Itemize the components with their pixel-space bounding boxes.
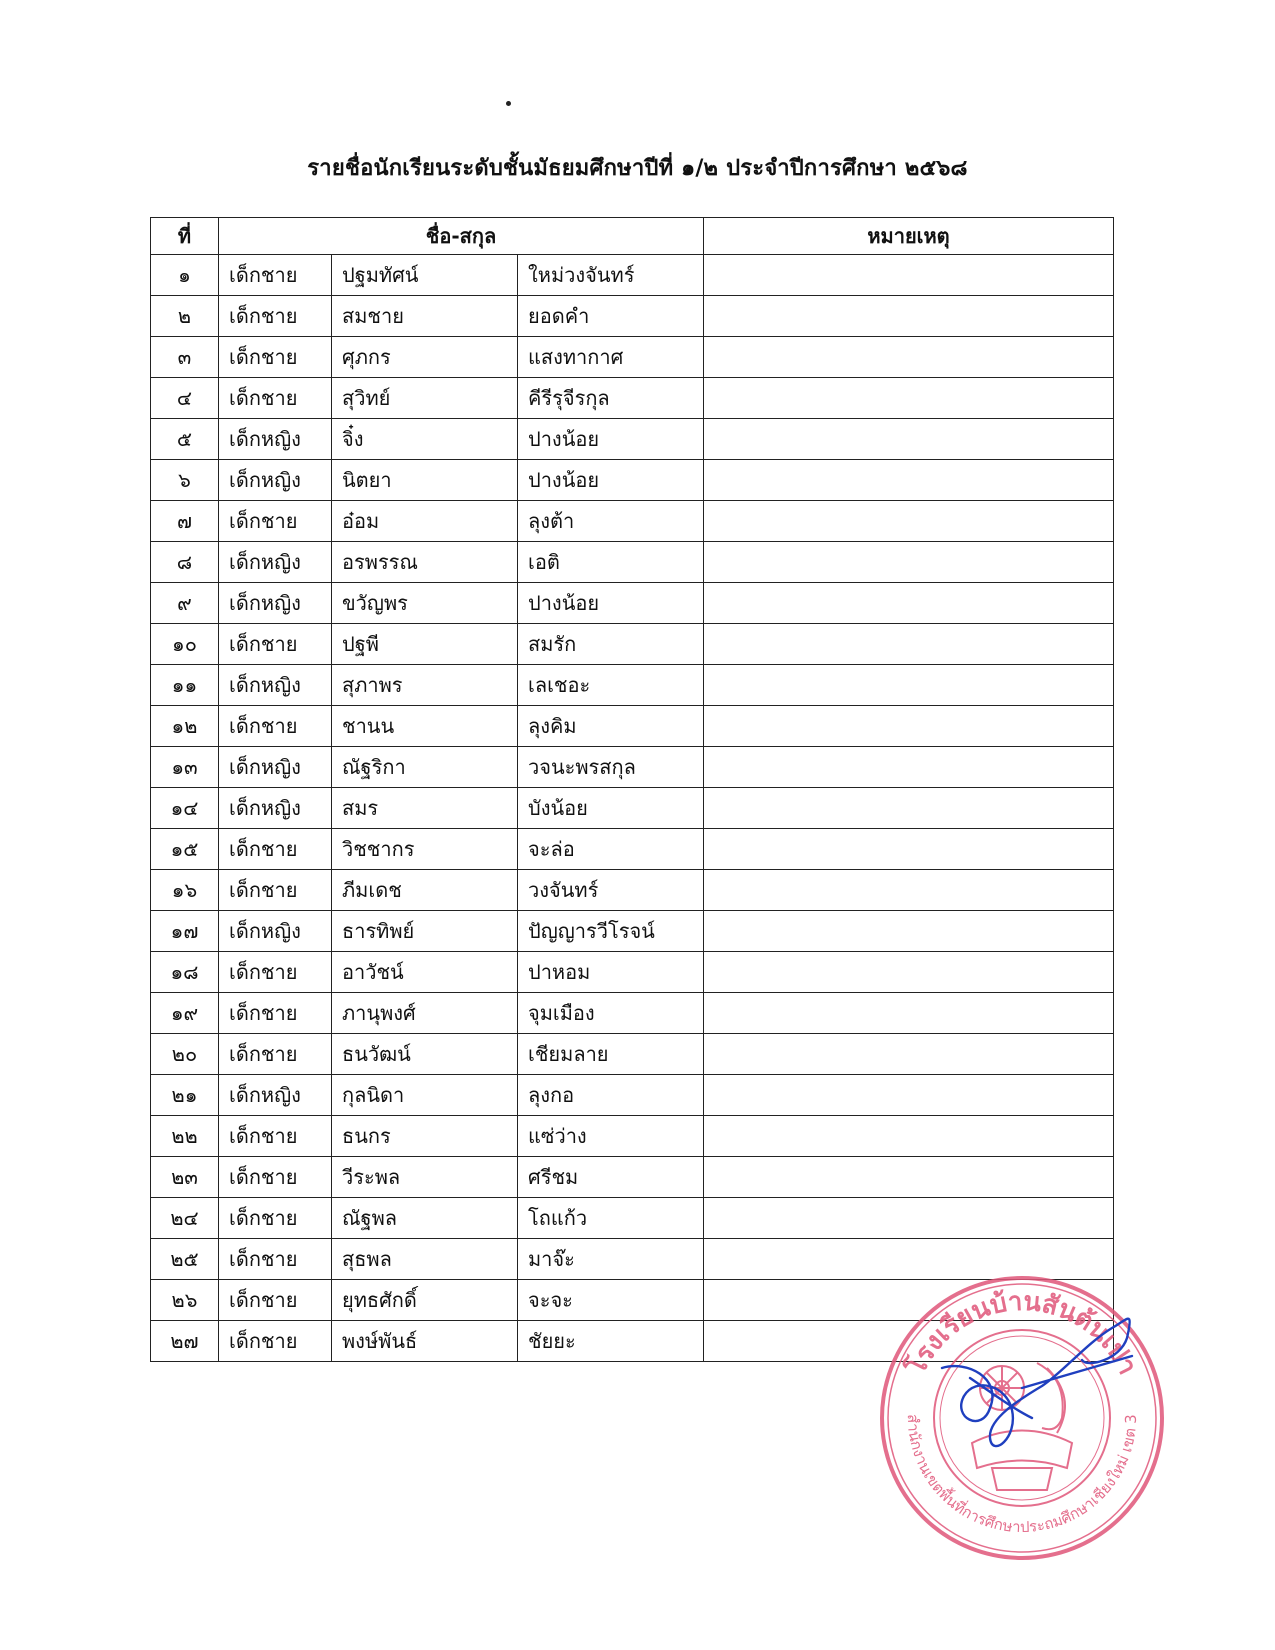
row-first-name: ชานน [332,706,518,747]
row-number: ๑ [151,255,219,296]
table-row [151,1321,1114,1362]
row-remark [704,1034,1114,1075]
row-first-name: ศุภกร [332,337,518,378]
row-number: ๒๒ [151,1116,219,1157]
row-number: ๘ [151,542,219,583]
student-table [150,217,1114,1362]
row-first-name: อ๋อม [332,501,518,542]
row-first-name: สมชาย [332,296,518,337]
row-number: ๕ [151,419,219,460]
row-remark [704,788,1114,829]
table-row [151,501,1114,542]
table-row [151,460,1114,501]
row-last-name: ลุงคิม [518,706,704,747]
row-number: ๑๔ [151,788,219,829]
row-first-name: สุธพล [332,1239,518,1280]
table-row [151,378,1114,419]
row-last-name: เชียมลาย [518,1034,704,1075]
row-prefix: เด็กชาย [219,296,332,337]
row-last-name: จะล่อ [518,829,704,870]
row-number: ๑๕ [151,829,219,870]
table-row [151,993,1114,1034]
row-last-name: สมรัก [518,624,704,665]
table-row [151,788,1114,829]
row-number: ๗ [151,501,219,542]
row-remark [704,1198,1114,1239]
row-remark [704,583,1114,624]
row-first-name: ธารทิพย์ [332,911,518,952]
row-number: ๒๐ [151,1034,219,1075]
row-last-name: แสงทากาศ [518,337,704,378]
row-last-name: ยอดคำ [518,296,704,337]
table-row [151,1116,1114,1157]
row-first-name: สุภาพร [332,665,518,706]
row-prefix: เด็กหญิง [219,665,332,706]
table-row [151,1280,1114,1321]
table-row [151,624,1114,665]
row-last-name: ปางน้อย [518,583,704,624]
row-last-name: ปัญญารวีโรจน์ [518,911,704,952]
row-last-name: มาจ๊ะ [518,1239,704,1280]
row-first-name: ปฐพี [332,624,518,665]
row-remark [704,1321,1114,1362]
row-number: ๙ [151,583,219,624]
table-row [151,542,1114,583]
table-row [151,337,1114,378]
row-last-name: จุมเมือง [518,993,704,1034]
row-first-name: ธนวัฒน์ [332,1034,518,1075]
table-row [151,583,1114,624]
row-prefix: เด็กชาย [219,624,332,665]
row-first-name: ธนกร [332,1116,518,1157]
table-row [151,665,1114,706]
row-remark [704,1116,1114,1157]
row-prefix: เด็กชาย [219,337,332,378]
row-last-name: ลุงกอ [518,1075,704,1116]
table-row [151,1034,1114,1075]
row-remark [704,624,1114,665]
row-prefix: เด็กชาย [219,501,332,542]
page-title: รายชื่อนักเรียนระดับชั้นมัธยมศึกษาปีที่ ๑/๒ ประจำปีการศึกษา ๒๕๖๘ [307,156,968,181]
row-first-name: ปฐมทัศน์ [332,255,518,296]
row-prefix: เด็กชาย [219,829,332,870]
row-last-name: ชัยยะ [518,1321,704,1362]
header-remark: หมายเหตุ [704,218,1114,255]
row-remark [704,378,1114,419]
row-prefix: เด็กหญิง [219,460,332,501]
row-prefix: เด็กชาย [219,993,332,1034]
row-number: ๒๑ [151,1075,219,1116]
row-number: ๖ [151,460,219,501]
row-prefix: เด็กหญิง [219,542,332,583]
table-row [151,747,1114,788]
row-prefix: เด็กชาย [219,706,332,747]
header-no: ที่ [151,218,219,255]
row-last-name: ปาหอม [518,952,704,993]
row-last-name: ปางน้อย [518,419,704,460]
row-last-name: จะจะ [518,1280,704,1321]
row-first-name: อรพรรณ [332,542,518,583]
row-prefix: เด็กชาย [219,378,332,419]
row-prefix: เด็กชาย [219,1321,332,1362]
row-first-name: วีระพล [332,1157,518,1198]
row-last-name: เลเชอะ [518,665,704,706]
table-row [151,1239,1114,1280]
svg-text:สำนักงานเขตพื้นที่การศึกษาประถ [904,1414,1140,1536]
row-remark [704,911,1114,952]
row-prefix: เด็กชาย [219,870,332,911]
table-row [151,1198,1114,1239]
row-prefix: เด็กชาย [219,1157,332,1198]
row-prefix: เด็กหญิง [219,747,332,788]
row-prefix: เด็กหญิง [219,583,332,624]
table-row [151,1157,1114,1198]
row-prefix: เด็กชาย [219,1116,332,1157]
row-number: ๑๖ [151,870,219,911]
row-number: ๒๔ [151,1198,219,1239]
table-row [151,829,1114,870]
row-last-name: ใหม่วงจันทร์ [518,255,704,296]
table-row [151,952,1114,993]
row-number: ๒๖ [151,1280,219,1321]
stamp-top-text: โรงเรียนบ้านสันต้นเปา [901,1286,1143,1380]
row-number: ๑๙ [151,993,219,1034]
row-first-name: กุลนิดา [332,1075,518,1116]
row-number: ๑๑ [151,665,219,706]
row-number: ๑๓ [151,747,219,788]
row-first-name: สุวิทย์ [332,378,518,419]
row-remark [704,542,1114,583]
row-last-name: แซ่ว่าง [518,1116,704,1157]
row-number: ๑๐ [151,624,219,665]
row-first-name: นิตยา [332,460,518,501]
table-row [151,255,1114,296]
row-remark [704,419,1114,460]
row-remark [704,706,1114,747]
stamp-bottom-text: สำนักงานเขตพื้นที่การศึกษาประถมศึกษาเชียงใหม่ เขต 3 [903,1413,1141,1537]
row-remark [704,337,1114,378]
row-number: ๑๗ [151,911,219,952]
row-remark [704,665,1114,706]
row-last-name: วจนะพรสกุล [518,747,704,788]
row-last-name: วงจันทร์ [518,870,704,911]
row-last-name: บังน้อย [518,788,704,829]
row-first-name: ขวัญพร [332,583,518,624]
stray-dot [506,101,511,106]
row-first-name: ภานุพงศ์ [332,993,518,1034]
row-remark [704,296,1114,337]
row-first-name: อาวัชน์ [332,952,518,993]
row-remark [704,255,1114,296]
row-prefix: เด็กหญิง [219,788,332,829]
row-last-name: ลุงต้า [518,501,704,542]
row-first-name: พงษ์พันธ์ [332,1321,518,1362]
row-number: ๒๓ [151,1157,219,1198]
row-remark [704,993,1114,1034]
row-last-name: ปางน้อย [518,460,704,501]
row-prefix: เด็กหญิง [219,911,332,952]
row-number: ๒ [151,296,219,337]
row-prefix: เด็กหญิง [219,1075,332,1116]
row-prefix: เด็กชาย [219,255,332,296]
row-prefix: เด็กชาย [219,1034,332,1075]
row-number: ๑๘ [151,952,219,993]
row-last-name: คีรีรุจีรกุล [518,378,704,419]
row-first-name: จิ๋ง [332,419,518,460]
row-number: ๒๕ [151,1239,219,1280]
row-first-name: ณัฐพล [332,1198,518,1239]
row-prefix: เด็กหญิง [219,419,332,460]
row-number: ๓ [151,337,219,378]
row-first-name: ภีมเดช [332,870,518,911]
row-first-name: สมร [332,788,518,829]
row-last-name: ศรีชม [518,1157,704,1198]
row-remark [704,501,1114,542]
table-row [151,706,1114,747]
row-first-name: ยุทธศักดิ์ [332,1280,518,1321]
row-first-name: วิชชากร [332,829,518,870]
table-row [151,419,1114,460]
row-prefix: เด็กชาย [219,1280,332,1321]
row-prefix: เด็กชาย [219,952,332,993]
row-prefix: เด็กชาย [219,1239,332,1280]
row-number: ๔ [151,378,219,419]
row-number: ๒๗ [151,1321,219,1362]
table-row [151,296,1114,337]
header-name: ชื่อ-สกุล [219,218,704,255]
row-remark [704,460,1114,501]
row-prefix: เด็กชาย [219,1198,332,1239]
row-number: ๑๒ [151,706,219,747]
table-row [151,911,1114,952]
row-remark [704,747,1114,788]
table-row [151,1075,1114,1116]
row-first-name: ณัฐริกา [332,747,518,788]
row-remark [704,1239,1114,1280]
table-header-row [151,218,1114,255]
row-remark [704,952,1114,993]
table-row [151,870,1114,911]
row-remark [704,829,1114,870]
row-remark [704,870,1114,911]
row-last-name: โถแก้ว [518,1198,704,1239]
row-remark [704,1157,1114,1198]
row-last-name: เอติ [518,542,704,583]
row-remark [704,1280,1114,1321]
row-remark [704,1075,1114,1116]
